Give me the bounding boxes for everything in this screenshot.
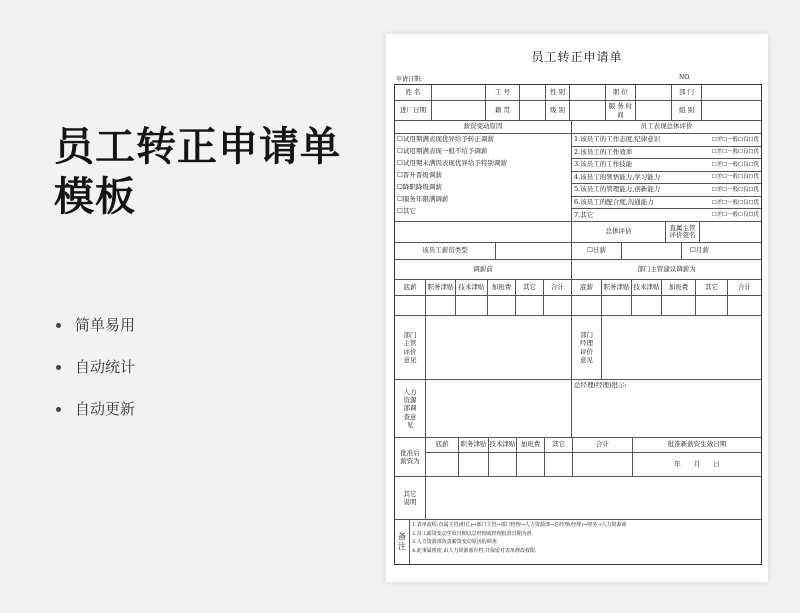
hr-opinion-label: 人力资源部调查意见 xyxy=(403,388,417,429)
level-label: 级 别 xyxy=(545,101,569,120)
evaluation-item: 5.该员工的管理能力,创新能力 ☐差☐一般☐良☐优 xyxy=(572,183,761,196)
pay-cell[interactable] xyxy=(543,296,571,315)
remark-item: 3.人力资源部负责薪资变动原因的调查. xyxy=(412,539,499,545)
col-base-salary: 底薪 xyxy=(571,280,601,295)
bullet-icon xyxy=(56,323,61,328)
overall-assessment-label: 总体评估 xyxy=(571,222,665,242)
gender-field[interactable] xyxy=(569,85,605,100)
promo-title-line1: 员工转正申请单 xyxy=(54,124,341,170)
pay-cell[interactable] xyxy=(571,296,601,315)
group-label: 组 别 xyxy=(671,101,701,120)
evaluation-item: 1.该员工的工作态度,纪律意识 ☐差☐一般☐良☐优 xyxy=(574,135,759,144)
level-field[interactable] xyxy=(569,101,605,120)
approved-header xyxy=(426,438,761,452)
name-field[interactable] xyxy=(431,85,485,100)
pay-values-row xyxy=(395,295,761,315)
salary-change-reason-header: 薪资变动原因 xyxy=(463,122,503,131)
remarks-label: 备注 xyxy=(398,532,406,551)
evaluation-item: 3.该员工的工作技能 ☐差☐一般☐良☐优 xyxy=(572,158,761,171)
join-date-field[interactable] xyxy=(431,101,485,120)
info-row-2 xyxy=(395,100,761,120)
remark-item: 2.员工薪资变动生效日期以总经理或经理批准日期为准. xyxy=(412,530,534,537)
evaluation-item: 6.该员工的配合度,沟通能力 ☐差☐一般☐良☐优 xyxy=(572,196,761,209)
dept-manager-opinion-field[interactable] xyxy=(601,316,761,379)
dept-manager-opinion-label: 部门经理评价意见 xyxy=(571,316,601,379)
col-overtime: 加班费 xyxy=(487,280,515,295)
department-label: 部 门 xyxy=(671,85,701,100)
other-notes-row xyxy=(395,476,761,519)
rating-options[interactable]: ☐差☐一般☐良☐优 xyxy=(711,212,759,219)
hometown-field[interactable] xyxy=(519,101,545,120)
approved-cell[interactable] xyxy=(426,453,458,476)
rating-options[interactable]: ☐差☐一般☐良☐优 xyxy=(711,136,759,143)
position-label: 职 位 xyxy=(605,85,635,100)
reason-evaluation-block xyxy=(395,133,761,221)
pay-cell[interactable] xyxy=(425,296,455,315)
hr-opinion-field[interactable] xyxy=(425,380,571,437)
bullet-icon xyxy=(56,407,61,412)
effective-date-field[interactable]: 年 月 日 xyxy=(632,453,761,476)
overall-blank xyxy=(395,222,571,242)
rating-options[interactable]: ☐差☐一般☐良☐优 xyxy=(711,199,759,206)
department-field[interactable] xyxy=(701,85,761,100)
approved-cell[interactable] xyxy=(488,453,516,476)
service-time-field[interactable] xyxy=(635,101,671,120)
col-other: 其它 xyxy=(544,438,572,452)
suggested-adjustment-header: 部门主管建议调薪为 xyxy=(571,260,761,279)
form-document xyxy=(386,34,768,582)
employee-id-field[interactable] xyxy=(519,85,545,100)
col-tech-allowance: 技术津贴 xyxy=(488,438,516,452)
rating-options[interactable]: ☐差☐一般☐良☐优 xyxy=(711,186,759,193)
feature-list xyxy=(54,312,135,438)
reason-item[interactable]: ☐降职降级调薪 xyxy=(397,183,442,192)
approved-salary-label: 批准后薪资为 xyxy=(400,448,420,465)
name-label: 姓 名 xyxy=(405,87,421,96)
document-title: 员工转正申请单 xyxy=(531,50,623,64)
before-adjustment-header: 调薪前 xyxy=(473,264,493,273)
remark-item: 1.表单流程:直属主管(组长)→部门主管→部门经理→人力资源部→总经理(经理)→财务→人力资源部 xyxy=(412,522,627,528)
pay-cell[interactable] xyxy=(661,296,695,315)
promo-title-line2: 模板 xyxy=(54,174,136,220)
reason-item[interactable]: ☐其它 xyxy=(397,207,416,216)
feature-item: 自动统计 xyxy=(54,354,135,396)
position-field[interactable] xyxy=(635,85,671,100)
opinion-row xyxy=(395,315,761,379)
monthly-wage-option[interactable]: ☐月薪 xyxy=(681,243,761,259)
promo-title xyxy=(54,122,341,222)
col-duty-allowance: 职务津贴 xyxy=(425,280,455,295)
remarks-row xyxy=(395,519,761,564)
col-total: 合计 xyxy=(727,280,761,295)
evaluation-item: 4.该员工的领悟能力,学习能力 ☐差☐一般☐良☐优 xyxy=(572,171,761,184)
reason-item[interactable]: ☐服务年限满调薪 xyxy=(397,195,449,204)
group-field[interactable] xyxy=(701,101,761,120)
pay-cell[interactable] xyxy=(455,296,487,315)
col-base-salary: 底薪 xyxy=(435,440,449,449)
gender-label: 性 别 xyxy=(545,85,569,100)
rating-options[interactable]: ☐差☐一般☐良☐优 xyxy=(711,161,759,168)
effective-date-label: 批准新薪资生效日期 xyxy=(632,438,761,452)
approved-values xyxy=(426,452,761,476)
evaluation-list xyxy=(571,134,761,221)
adjustment-header-row xyxy=(395,259,761,279)
approved-cell[interactable] xyxy=(544,453,572,476)
other-notes-field[interactable] xyxy=(425,477,761,519)
pay-cell[interactable] xyxy=(631,296,661,315)
col-base-salary: 底薪 xyxy=(403,282,417,291)
salary-type-label: 该员工薪资类型 xyxy=(422,246,468,255)
col-other: 其它 xyxy=(695,280,727,295)
approved-cell[interactable] xyxy=(572,453,632,476)
reason-item[interactable]: ☐试用期未满因表现优异给予特别调薪 xyxy=(397,159,507,168)
gm-approval-field[interactable]: 总经理(经理)批示: xyxy=(571,380,761,437)
salary-type-row xyxy=(395,242,761,259)
rating-options[interactable]: ☐差☐一般☐良☐优 xyxy=(711,149,759,156)
other-notes-label: 其它说明 xyxy=(403,489,417,506)
dept-supervisor-opinion-field[interactable] xyxy=(425,316,571,379)
reason-list xyxy=(395,134,571,221)
daily-wage-option[interactable]: ☐日薪 xyxy=(571,243,621,259)
remark-item: 4.此事属机密,由人力资源部存档,并保留对表单修改权限. xyxy=(412,547,537,554)
form-table xyxy=(394,84,762,565)
overall-row xyxy=(395,221,761,242)
pay-columns-row xyxy=(395,279,761,295)
supervisor-sign-label: 直属主管评价签名 xyxy=(665,222,699,242)
approved-salary-block xyxy=(395,437,761,476)
col-duty-allowance: 职务津贴 xyxy=(458,438,488,452)
reason-item[interactable]: ☐晋升晋级调薪 xyxy=(397,171,442,180)
remarks-list xyxy=(409,520,761,564)
pay-cell[interactable] xyxy=(515,296,543,315)
col-overtime: 加班费 xyxy=(516,438,544,452)
section-header-row xyxy=(395,120,761,133)
performance-evaluation-header: 员工表现总体评价 xyxy=(571,121,761,133)
approved-cell[interactable] xyxy=(516,453,544,476)
salary-type-gap xyxy=(621,243,681,259)
pay-cell[interactable] xyxy=(395,296,425,315)
join-date-label: 进厂日期 xyxy=(400,105,426,114)
col-overtime: 加班费 xyxy=(661,280,695,295)
hr-gm-row xyxy=(395,379,761,437)
pay-cell[interactable] xyxy=(727,296,761,315)
rating-options[interactable]: ☐差☐一般☐良☐优 xyxy=(711,174,759,181)
evaluation-item: 2.该员工的工作效率 ☐差☐一般☐良☐优 xyxy=(572,146,761,159)
pay-cell[interactable] xyxy=(695,296,727,315)
reason-item[interactable]: ☐试用期满表现优异给予转正调薪 xyxy=(397,135,494,144)
info-row-1 xyxy=(395,85,761,100)
feature-item: 简单易用 xyxy=(54,312,135,354)
col-total: 合计 xyxy=(572,438,632,452)
feature-item: 自动更新 xyxy=(54,396,135,438)
col-duty-allowance: 职务津贴 xyxy=(601,280,631,295)
pay-cell[interactable] xyxy=(601,296,631,315)
col-tech-allowance: 技术津贴 xyxy=(631,280,661,295)
dept-supervisor-opinion-label: 部门主管评价意见 xyxy=(403,331,417,364)
evaluation-item: 7.其它 ☐差☐一般☐良☐优 xyxy=(572,208,761,221)
salary-type-blank xyxy=(495,243,571,259)
hometown-label: 籍 贯 xyxy=(485,101,519,120)
approved-salary-grid xyxy=(425,438,761,476)
pay-cell[interactable] xyxy=(487,296,515,315)
col-tech-allowance: 技术津贴 xyxy=(455,280,487,295)
approved-cell[interactable] xyxy=(458,453,488,476)
number-label: NO. xyxy=(679,74,691,81)
supervisor-sign-field[interactable] xyxy=(699,222,761,242)
col-total: 合计 xyxy=(543,280,571,295)
bullet-icon xyxy=(56,365,61,370)
reason-item[interactable]: ☐试用期满表现一般不给予调薪 xyxy=(397,147,488,156)
employee-id-label: 工 号 xyxy=(485,85,519,100)
service-time-label: 服 务 时 间 xyxy=(605,101,635,120)
col-other: 其它 xyxy=(515,280,543,295)
apply-date-label: 申请日期: xyxy=(396,76,423,83)
